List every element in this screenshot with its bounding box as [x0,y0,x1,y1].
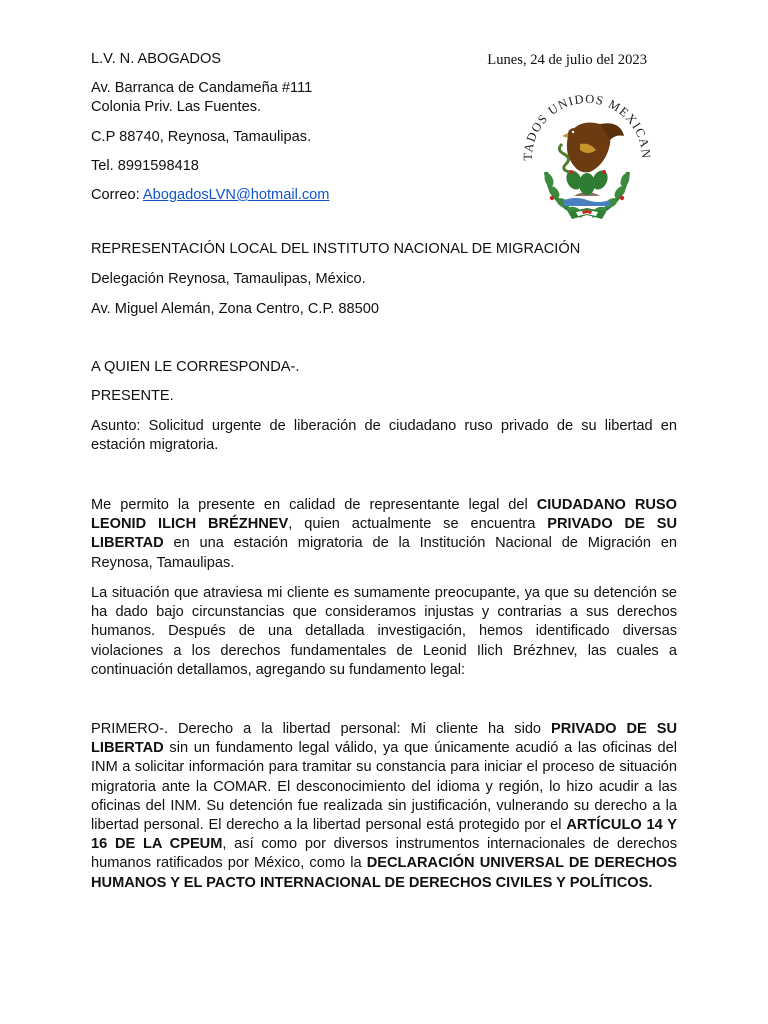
p1-bold-1: CIUDADANO RUSO LEONID ILICH BRÉZHNEV [91,497,677,533]
p3-text-1: PRIMERO-. Derecho a la libertad personal: Mi cliente ha sido [91,721,552,737]
recipient-institution: REPRESENTACIÓN LOCAL DEL INSTITUTO NACIONAL DE MIGRACIÓN [91,241,581,257]
sender-block [91,50,421,205]
sender-address-line1: Av. Barranca de Candameña #111 [91,80,313,97]
p1-text-3: en una estación migratoria de la Institución Nacional de Migración en Reynosa, Tamaulipas. [91,535,677,571]
seal-legend: TADOS UNIDOS MEXICAN [520,91,654,161]
salutation-line2: PRESENTE. [91,388,174,405]
recipient-address: Av. Miguel Alemán, Zona Centro, C.P. 88500 [91,301,379,318]
recipient-delegation: Delegación Reynosa, Tamaulipas, México. [91,271,366,288]
sender-address-line2: Colonia Priv. Las Fuentes. [91,99,262,116]
salutation-line1: A QUIEN LE CORRESPONDA-. [91,359,300,375]
sender-phone: Tel. 8991598418 [91,157,199,174]
body-paragraph-3 [91,720,677,893]
p3-bold-3: DECLARACIÓN UNIVERSAL DE DERECHOS HUMANOS Y EL PACTO INTERNACIONAL DE DERECHOS CIVILES Y POLÍTICOS. [91,855,677,891]
subject-block [91,417,677,455]
escudo-nacional-icon [516,84,658,226]
letter-date: Lunes, 24 de julio del 2023 [487,52,647,68]
email-link[interactable]: AbogadosLVN@hotmail.com [142,187,330,204]
email-label: Correo: [91,187,143,204]
subject-line: Asunto: Solicitud urgente de liberación de ciudadano ruso privado de su libertad en estación migratoria. [91,418,677,454]
p1-bold-2: PRIVADO DE SU LIBERTAD [91,516,677,552]
recipient-block [91,240,711,320]
p3-text-2: sin un fundamento legal válido, ya que únicamente acudió a las oficinas del INM a solicitar información para tramitar su constancia para iniciar el proceso de situación migratoria ante la COMAR. El desconocimiento del idioma y región, lo hizo acudir a las oficinas del INM. Su detención fue realizada sin justificación, vulnerando su derecho a la libertad personal. El derecho a la libertad personal está protegido por el [91,740,677,834]
p3-bold-1: PRIVADO DE SU LIBERTAD [91,721,677,757]
p1-text-2: , quien actualmente se encuentra [288,516,548,533]
body-paragraph-2 [91,584,677,680]
sender-city: C.P 88740, Reynosa, Tamaulipas. [91,128,312,145]
body-paragraph-1 [91,496,677,573]
p3-bold-2: ARTÍCULO 14 Y 16 DE LA CPEUM [91,817,677,853]
p2-text: La situación que atraviesa mi cliente es sumamente preocupante, ya que su detención se ha dado bajo circunstancias que consideramos injustas y contrarias a sus derechos humanos. Después de una detallada investigación, hemos identificado diversas violaciones a los derechos fundamentales de Leonid Ilich Brézhnev, las cuales a continuación detallamos, agregando su fundamento legal: [91,585,677,678]
sender-email-line [91,186,421,205]
p1-text-1: Me permito la presente en calidad de representante legal del [91,497,537,513]
p3-text-3: , así como por diversos instrumentos internacionales de derechos humanos ratificados por México, como la [91,836,677,872]
salutation-block [91,358,677,406]
firm-name: L.V. N. ABOGADOS [91,51,222,67]
